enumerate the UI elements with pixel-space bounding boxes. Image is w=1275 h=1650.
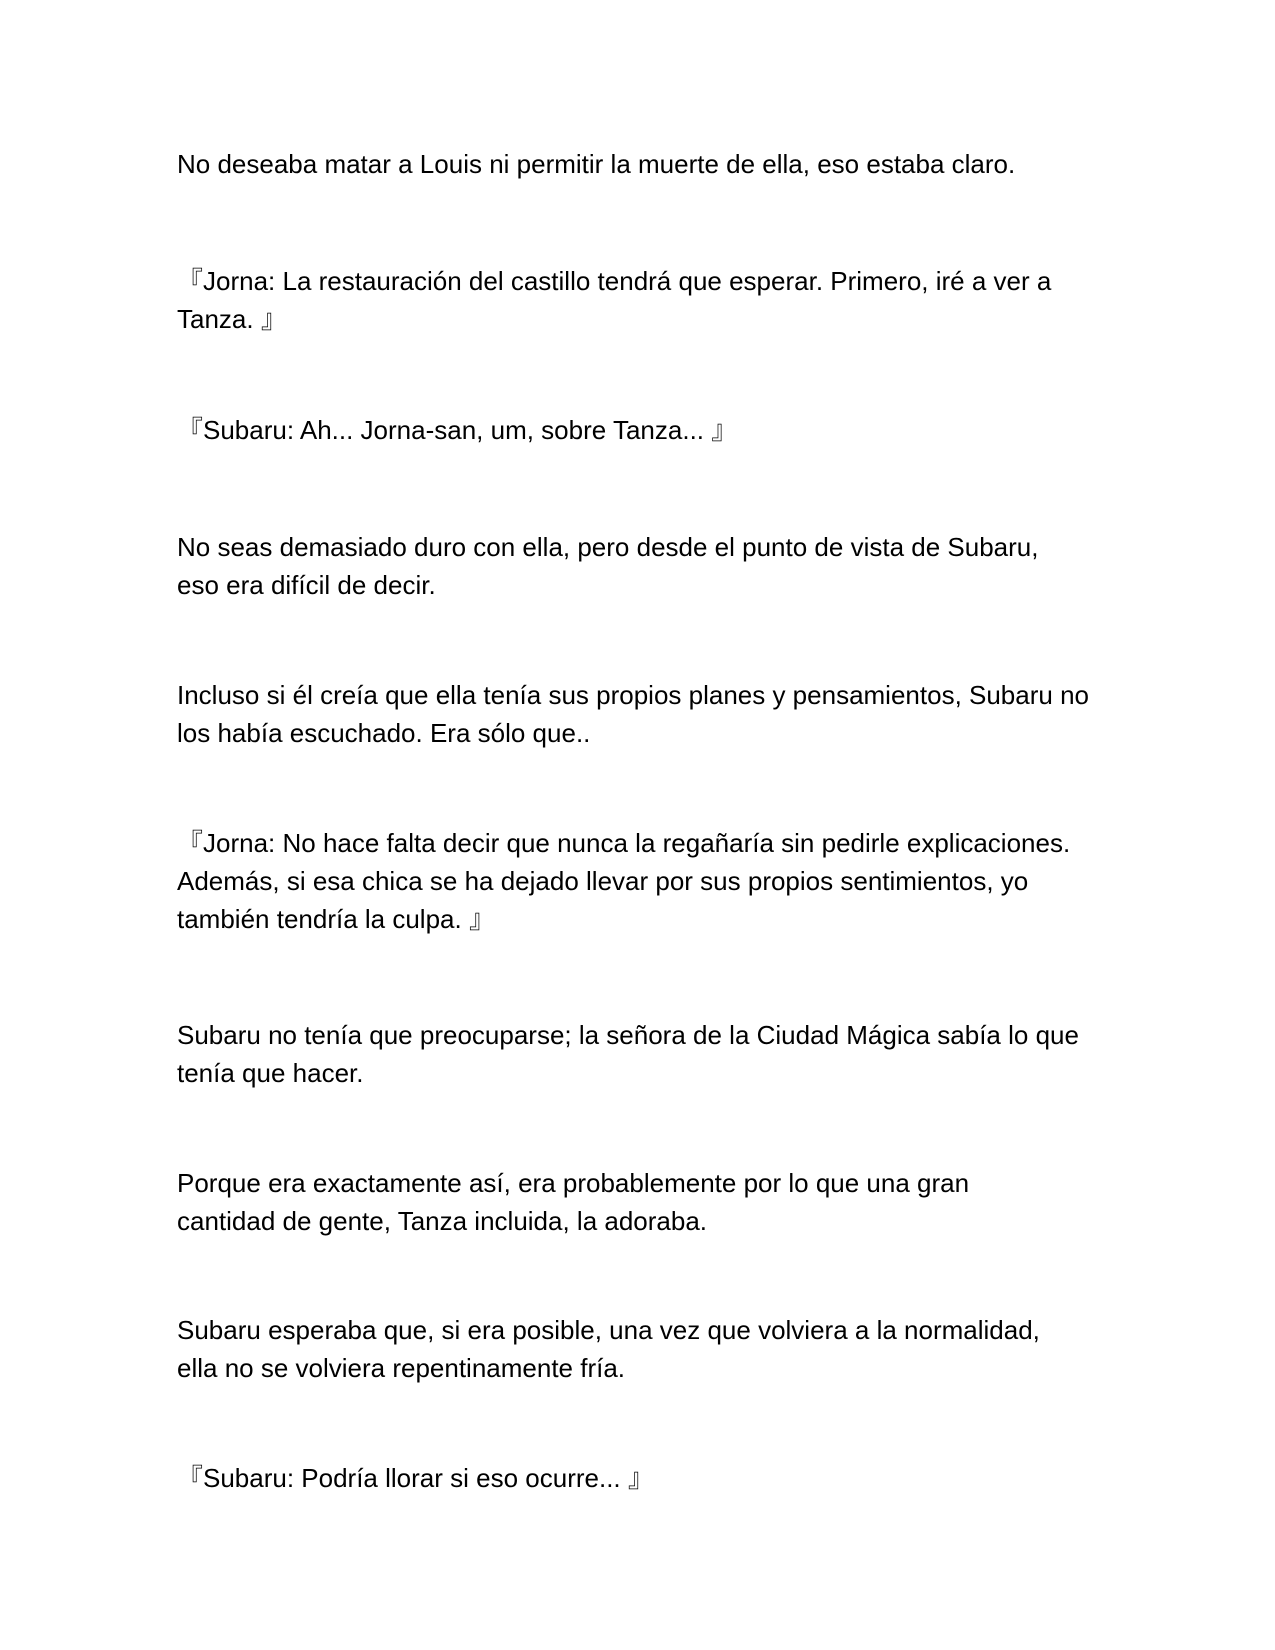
paragraph-1: No deseaba matar a Louis ni permitir la muerte de ella, eso estaba claro. (177, 149, 1016, 179)
dialogue-subaru-1: 『Subaru: Ah... Jorna-san, um, sobre Tanza... 』 (177, 415, 738, 445)
paragraph-6: Subaru esperaba que, si era posible, una vez que volviera a la normalidad, ella no se volviera repentinamente fría. (177, 1315, 1040, 1383)
paragraph-3: Incluso si él creía que ella tenía sus propios planes y pensamientos, Subaru no los había escuchado. Era sólo que.. (177, 680, 1089, 748)
dialogue-subaru-2: 『Subaru: Podría llorar si eso ocurre... 』 (177, 1463, 654, 1493)
paragraph-2: No seas demasiado duro con ella, pero desde el punto de vista de Subaru, eso era difícil de decir. (177, 532, 1039, 600)
dialogue-jorna-1: 『Jorna: La restauración del castillo tendrá que esperar. Primero, iré a ver a Tanza. 』 (177, 266, 1052, 334)
paragraph-4: Subaru no tenía que preocuparse; la señora de la Ciudad Mágica sabía lo que tenía que hacer. (177, 1020, 1079, 1088)
dialogue-jorna-2: 『Jorna: No hace falta decir que nunca la regañaría sin pedirle explicaciones. Además, si esa chica se ha dejado llevar por sus propios sentimientos, yo también tendría la culpa. 』 (177, 828, 1071, 934)
paragraph-5: Porque era exactamente así, era probablemente por lo que una gran cantidad de gente, Tanza incluida, la adoraba. (177, 1168, 970, 1236)
